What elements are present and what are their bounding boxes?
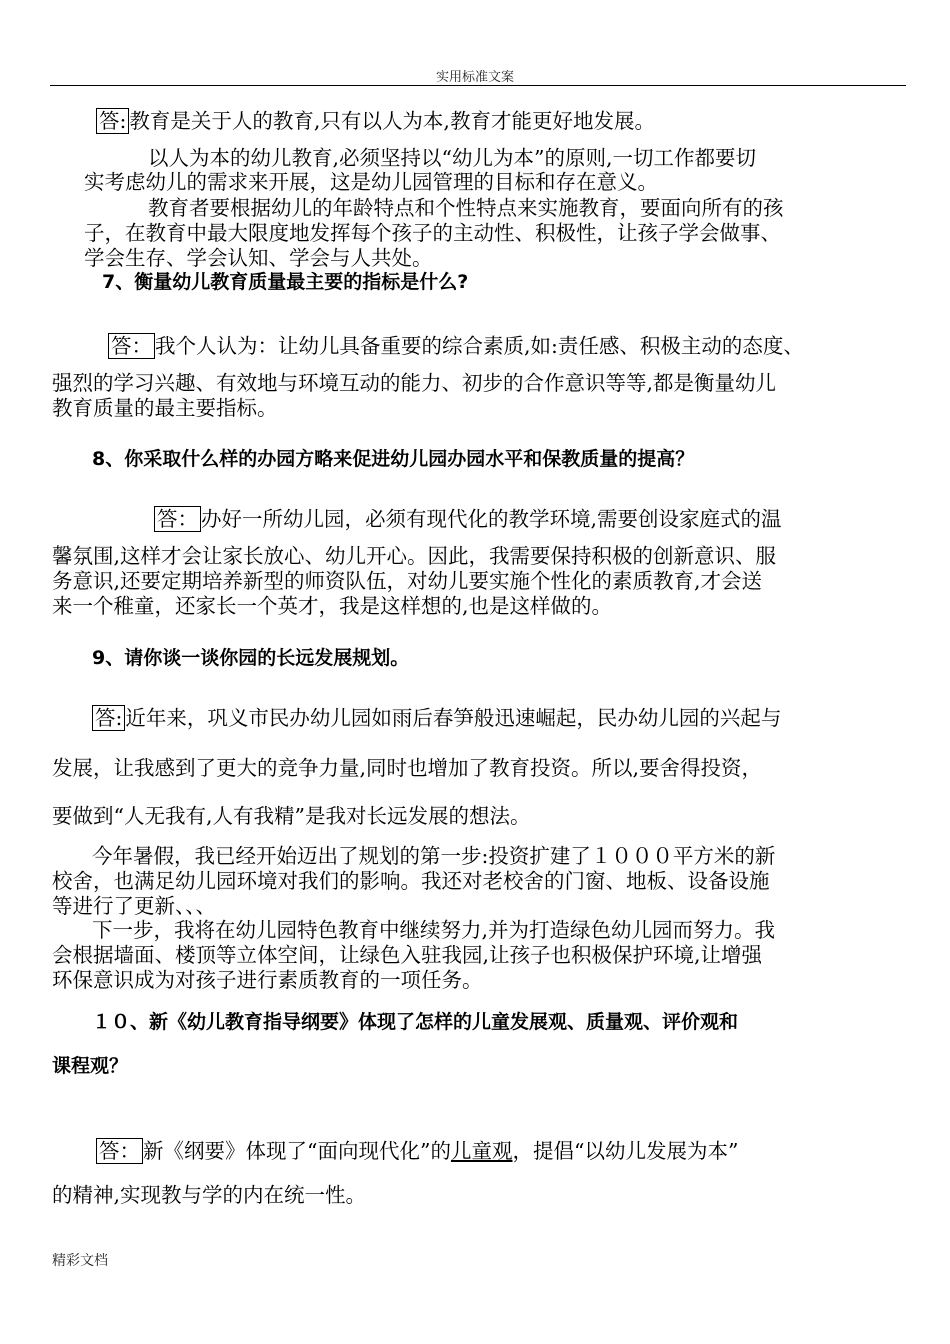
paragraph-line: 今年暑假，我已经开始迈出了规划的第一步:投资扩建了１０００平方米的新 [92,844,776,868]
question-10: １０、新《幼儿教育指导纲要》体现了怎样的儿童发展观、质量观、评价观和 [92,1011,739,1033]
answer-label: 答： [96,1138,143,1164]
answer-label: 答: [92,705,125,731]
paragraph-line: 实考虑幼儿的需求来开展，这是幼儿园管理的目标和存在意义。 [84,170,658,194]
paragraph-line: 下一步，我将在幼儿园特色教育中继续努力,并为打造绿色幼儿园而努力。我 [92,918,776,942]
paragraph-line: 馨氛围,这样才会让家长放心、幼儿开心。因此，我需要保持积极的创新意识、服 [52,544,777,568]
answer-text: ，提倡“以幼儿发展为本” [512,1139,739,1163]
paragraph-line: 要做到“人无我有,人有我精”是我对长远发展的想法。 [52,804,531,828]
paragraph-line: 校舍，也满足幼儿园环境对我们的影响。我还对老校舍的门窗、地板、设备设施 [52,869,770,893]
answer-text: 教育是关于人的教育,只有以人为本,教育才能更好地发展。 [129,109,655,133]
page-header: 实用标准文案 [435,70,514,85]
paragraph-line: 来一个稚童，还家长一个英才，我是这样想的,也是这样做的。 [52,594,613,618]
paragraph-line: 强烈的学习兴趣、有效地与环境互动的能力、初步的合作意识等等,都是衡量幼儿 [52,371,777,395]
question-8: 8、你采取什么样的办园方略来促进幼儿园办园水平和保教质量的提高？ [92,448,695,470]
answer-line [96,109,655,133]
paragraph-line: 学会生存、学会认知、学会与人共处。 [84,246,433,270]
answer-label: 答: [96,108,129,134]
answer-text: 近年来，巩义市民办幼儿园如雨后春笋般迅速崛起，民办幼儿园的兴起与 [125,706,782,730]
paragraph-line: 等进行了更新、、、 [52,894,216,918]
question-7: 7、衡量幼儿教育质量最主要的指标是什么? [102,271,469,293]
paragraph-line: 发展，让我感到了更大的竞争力量,同时也增加了教育投资。所以,要舍得投资， [52,756,763,780]
paragraph-line: 子，在教育中最大限度地发挥每个孩子的主动性、积极性，让孩子学会做事、 [84,221,781,245]
answer-line [96,1139,738,1163]
underlined-term: 儿童观 [450,1139,513,1163]
paragraph-line: 务意识,还要定期培养新型的师资队伍，对幼儿要实施个性化的素质教育,才会送 [52,569,763,593]
question-9: 9、请你谈一谈你园的长远发展规划。 [92,647,410,669]
page-footer: 精彩文档 [52,1253,108,1269]
paragraph-line: 教育者要根据幼儿的年龄特点和个性特点来实施教育，要面向所有的孩 [148,196,784,220]
paragraph-line: 教育质量的最主要指标。 [52,396,278,420]
answer-text: 我个人认为：让幼儿具备重要的综合素质,如:责任感、积极主动的态度、 [155,334,804,358]
paragraph-line: 环保意识成为对孩子进行素质教育的一项任务。 [52,968,483,992]
answer-text: 新《纲要》体现了“面向现代化”的 [143,1139,451,1163]
answer-line [154,507,782,531]
answer-label: 答： [154,506,201,532]
answer-text: 办好一所幼儿园，必须有现代化的教学环境,需要创设家庭式的温 [201,507,782,531]
answer-line [92,706,781,730]
paragraph-line: 会根据墙面、楼顶等立体空间，让绿色入驻我园,让孩子也积极保护环境,让增强 [52,943,763,967]
answer-label: 答： [108,333,155,359]
paragraph-line: 以人为本的幼儿教育,必须坚持以“幼儿为本”的原则,一切工作都要切 [148,146,756,170]
paragraph-line: 的精神,实现教与学的内在统一性。 [52,1183,367,1207]
answer-line [108,334,804,358]
header-divider [50,85,906,86]
question-10-cont: 课程观？ [52,1055,129,1077]
